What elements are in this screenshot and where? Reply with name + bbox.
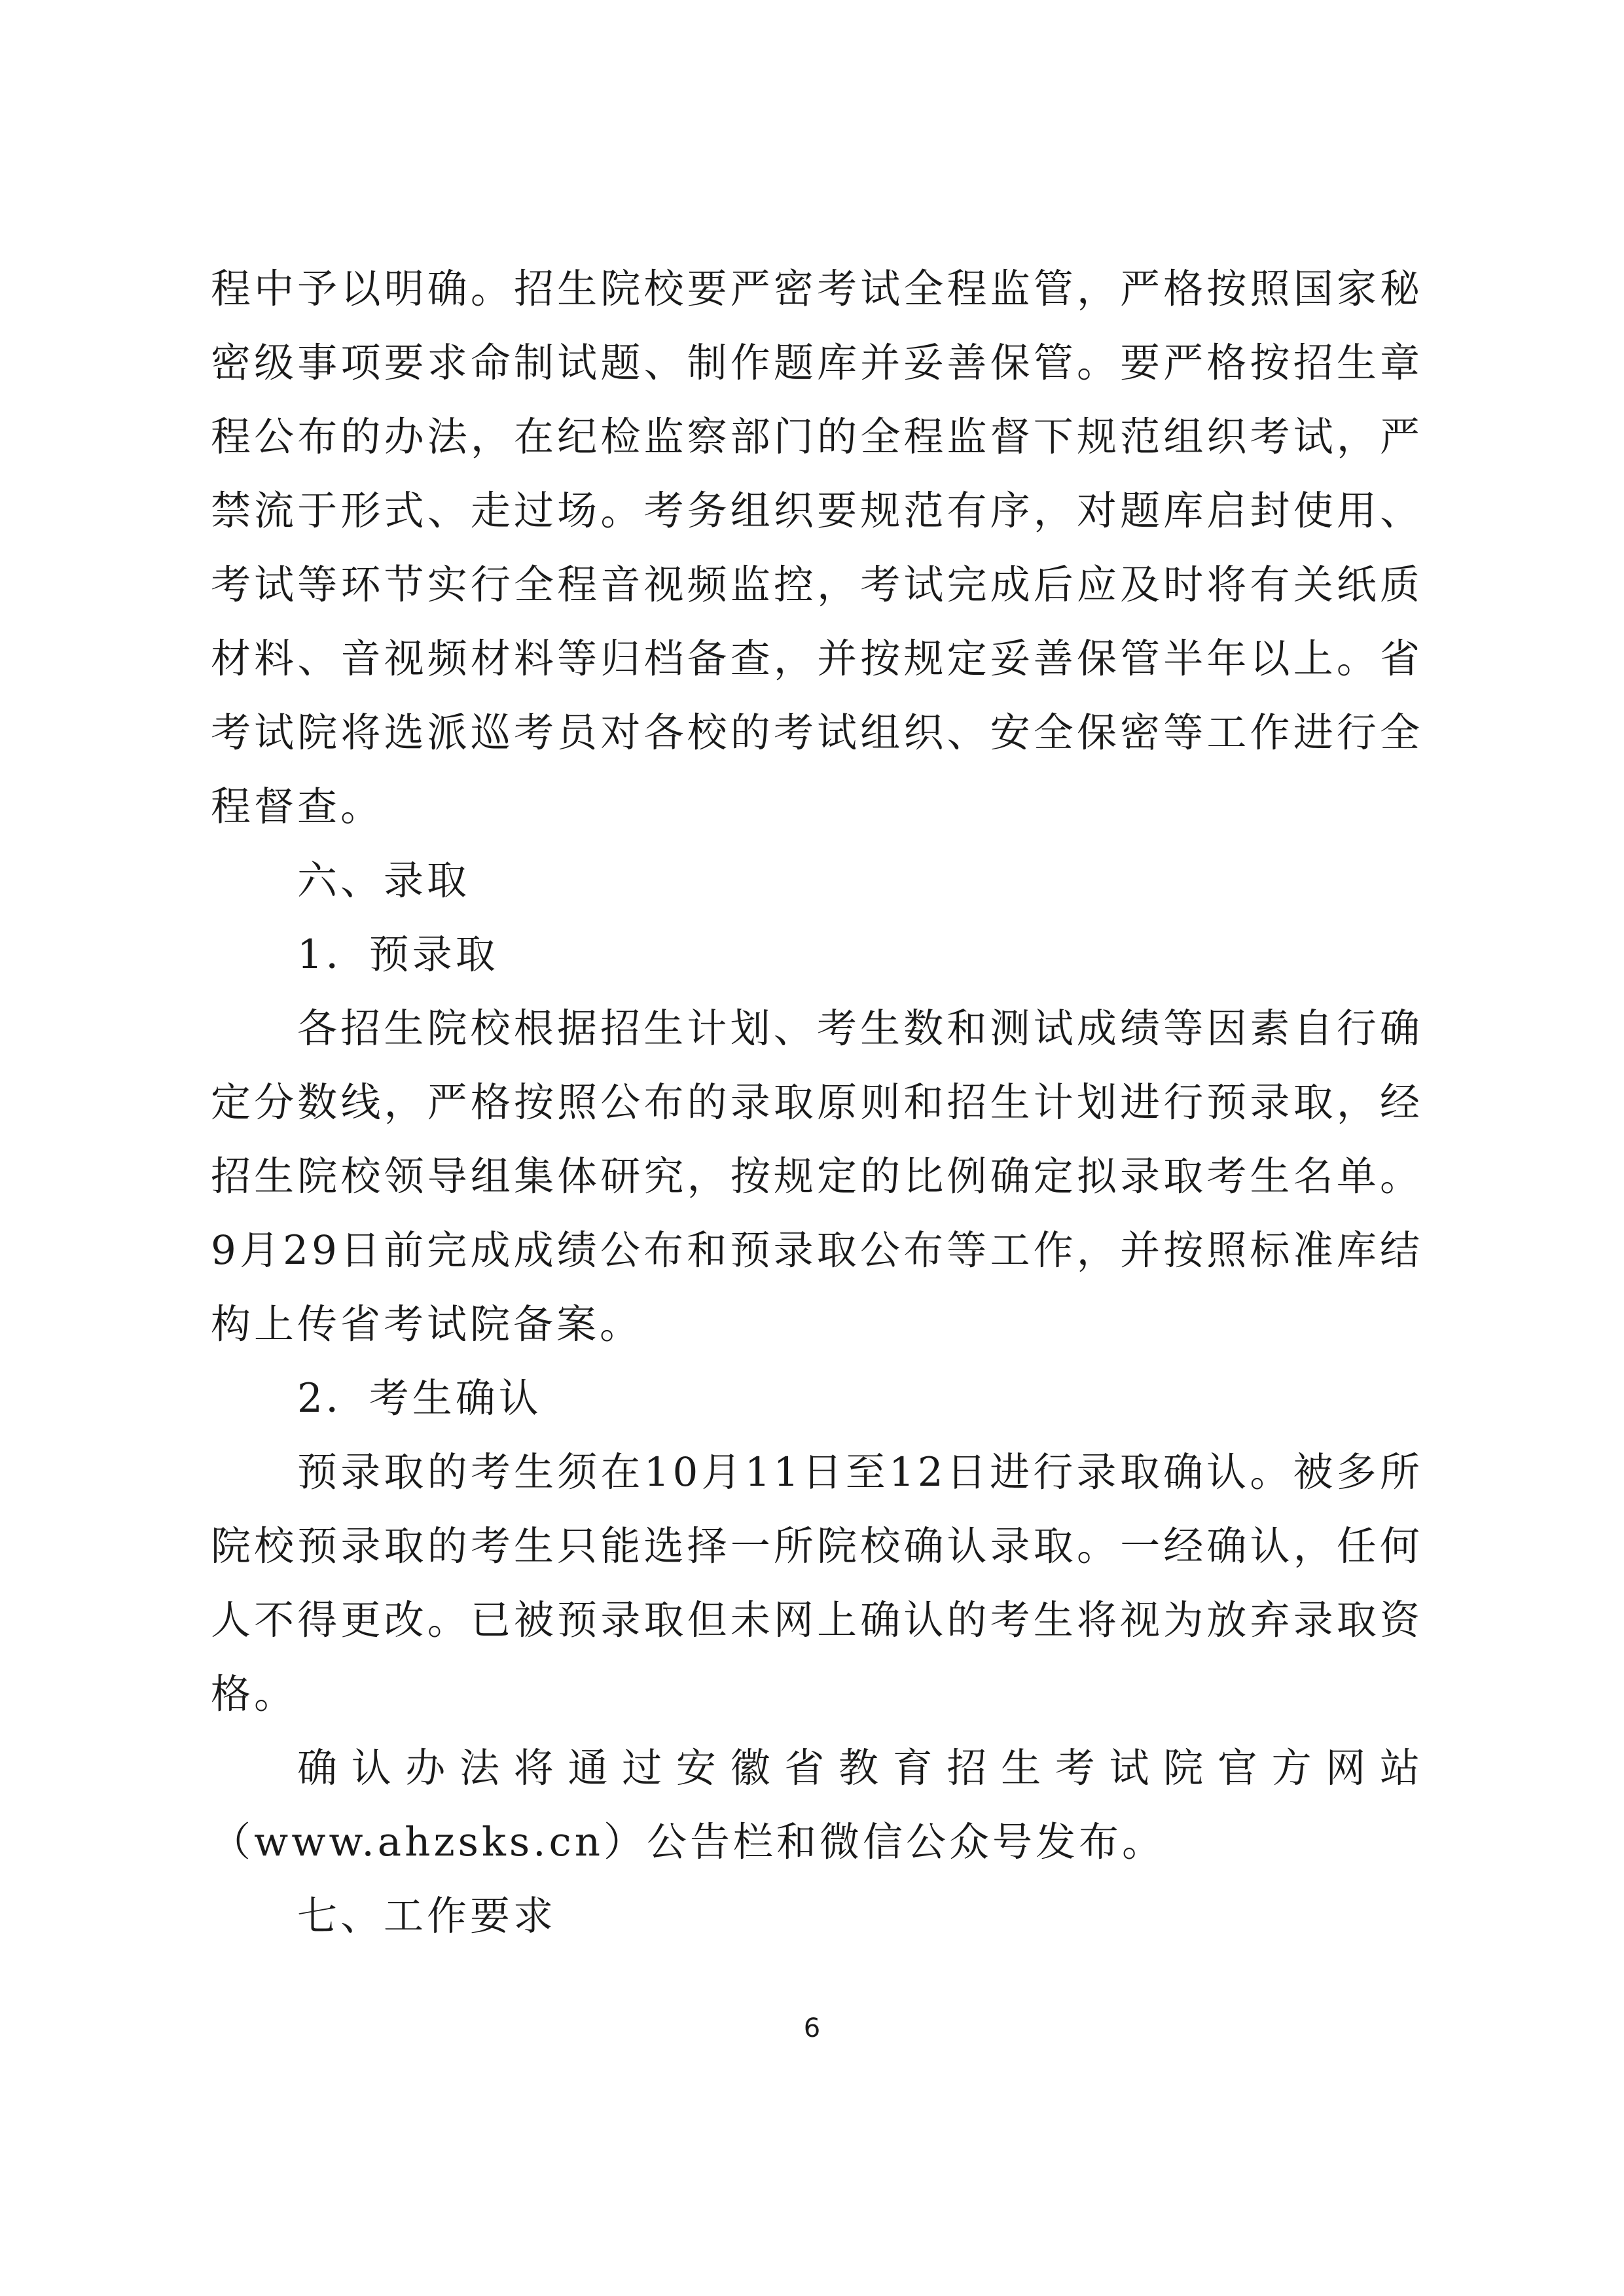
page-number: 6 xyxy=(803,2013,821,2043)
paragraph-exam-supervision: 程中予以明确。招生院校要严密考试全程监管，严格按照国家秘密级事项要求命制试题、制作题库并妥善保管。要严格按招生章程公布的办法，在纪检监察部门的全程监督下规范组织考试，严禁流于形式、走过场。考务组织要规范有序，对题库启封使用、考试等环节实行全程音视频监控，考试完成后应及时将有关纸质材料、音视频材料等归档备查，并按规定妥善保管半年以上。省考试院将选派巡考员对各校的考试组织、安全保密等工作进行全程督查。 xyxy=(211,266,1423,830)
document-body xyxy=(211,252,1423,1953)
section-heading-work-requirements: 七、工作要求 xyxy=(297,1893,557,1939)
paragraph-pre-admission: 各招生院校根据招生计划、考生数和测试成绩等因素自行确定分数线，严格按照公布的录取原则和招生计划进行预录取，经招生院校领导组集体研究，按规定的比例确定拟录取考生名单。9月29日前完成成绩公布和预录取公布等工作，并按照标准库结构上传省考试院备案。 xyxy=(211,1005,1423,1348)
paragraph-candidate-confirmation: 预录取的考生须在10月11日至12日进行录取确认。被多所院校预录取的考生只能选择一所院校确认录取。一经确认，任何人不得更改。已被预录取但未网上确认的考生将视为放弃录取资格。 xyxy=(211,1449,1423,1717)
paragraph-confirmation-method: 确认办法将通过安徽省教育招生考试院官方网站（www.ahzsks.cn）公告栏和微信公众号发布。 xyxy=(211,1745,1423,1865)
subheading-pre-admission: 1．预录取 xyxy=(297,931,499,978)
section-heading-admission: 六、录取 xyxy=(297,857,471,904)
subheading-candidate-confirmation: 2．考生确认 xyxy=(297,1375,542,1422)
